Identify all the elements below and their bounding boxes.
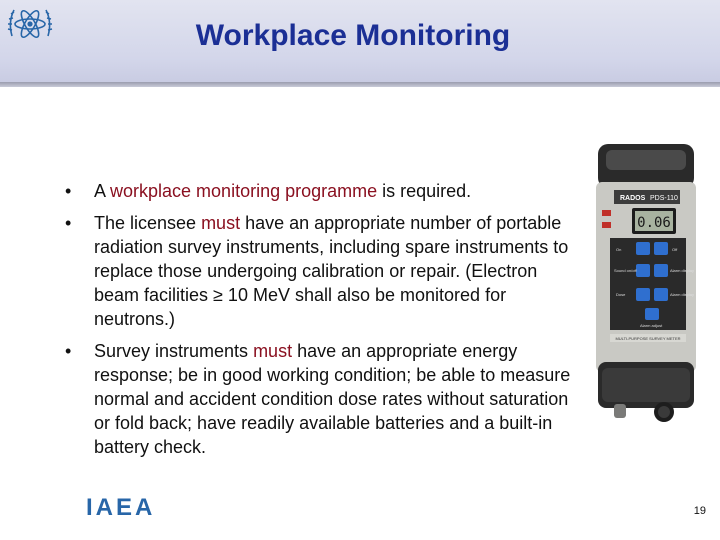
- bullet-text-part: The licensee: [94, 213, 202, 233]
- bullet-text-part: Survey instruments: [94, 341, 254, 361]
- iaea-emblem-icon: [6, 2, 54, 48]
- meter-button-label: Alarm adjust: [640, 323, 663, 328]
- bullet-text-part: is required.: [377, 181, 472, 201]
- meter-display-value: 0.06: [637, 215, 671, 231]
- survey-meter-image: [592, 142, 700, 424]
- bullet-marker: •: [65, 341, 72, 361]
- bullet-marker: •: [65, 181, 72, 201]
- meter-button-label: Sound on/off: [614, 268, 637, 273]
- meter-button-label: Alarm display: [670, 268, 695, 273]
- meter-button: [654, 242, 668, 255]
- meter-model: PDS-110: [650, 195, 678, 202]
- iaea-logo-text: IAEA: [86, 494, 156, 521]
- meter-brand: RADOS: [620, 195, 646, 202]
- meter-button: [654, 264, 668, 277]
- meter-button: [636, 288, 650, 301]
- meter-button-label: Dose: [616, 292, 626, 297]
- bullet-text-part: have an appropriate energy response; be in good working condition; be able to measure normal and accident condition dose rates without saturation or fold back; have readily available batteries and a built-in battery check.: [94, 341, 571, 457]
- meter-button-label: Alarm display: [670, 292, 695, 297]
- bullet-marker: •: [65, 213, 72, 233]
- bullet-highlight: workplace monitoring programme: [110, 181, 378, 201]
- bullet-item: [56, 179, 586, 203]
- bullet-item: [56, 211, 586, 331]
- page-number: 19: [693, 505, 706, 517]
- meter-button: [636, 264, 650, 277]
- meter-button: [654, 288, 668, 301]
- bullet-highlight: must: [253, 341, 293, 361]
- slide-title: Workplace Monitoring: [195, 19, 511, 52]
- bullet-highlight: must: [201, 213, 241, 233]
- meter-button: [645, 308, 659, 320]
- bullet-text-part: have an appropriate number of portable radiation survey instruments, including spare instruments to replace those undergoing calibration or repair. (Electron beam facilities ≥ 10 MeV shall also be monitored for neutrons.): [94, 213, 569, 329]
- bullet-text: [94, 179, 586, 203]
- meter-button-label: Off: [672, 247, 678, 252]
- meter-connector: [614, 404, 626, 418]
- bullet-text-part: A: [94, 181, 111, 201]
- meter-button: [636, 242, 650, 255]
- header-divider: [0, 82, 720, 87]
- meter-button-label: On: [616, 247, 622, 252]
- bullet-item: [56, 339, 586, 459]
- bullet-text: [94, 339, 586, 459]
- meter-bottom-label: MULTI-PURPOSE SURVEY METER: [615, 336, 681, 341]
- bullet-list: [56, 179, 586, 467]
- bullet-text: [94, 211, 586, 331]
